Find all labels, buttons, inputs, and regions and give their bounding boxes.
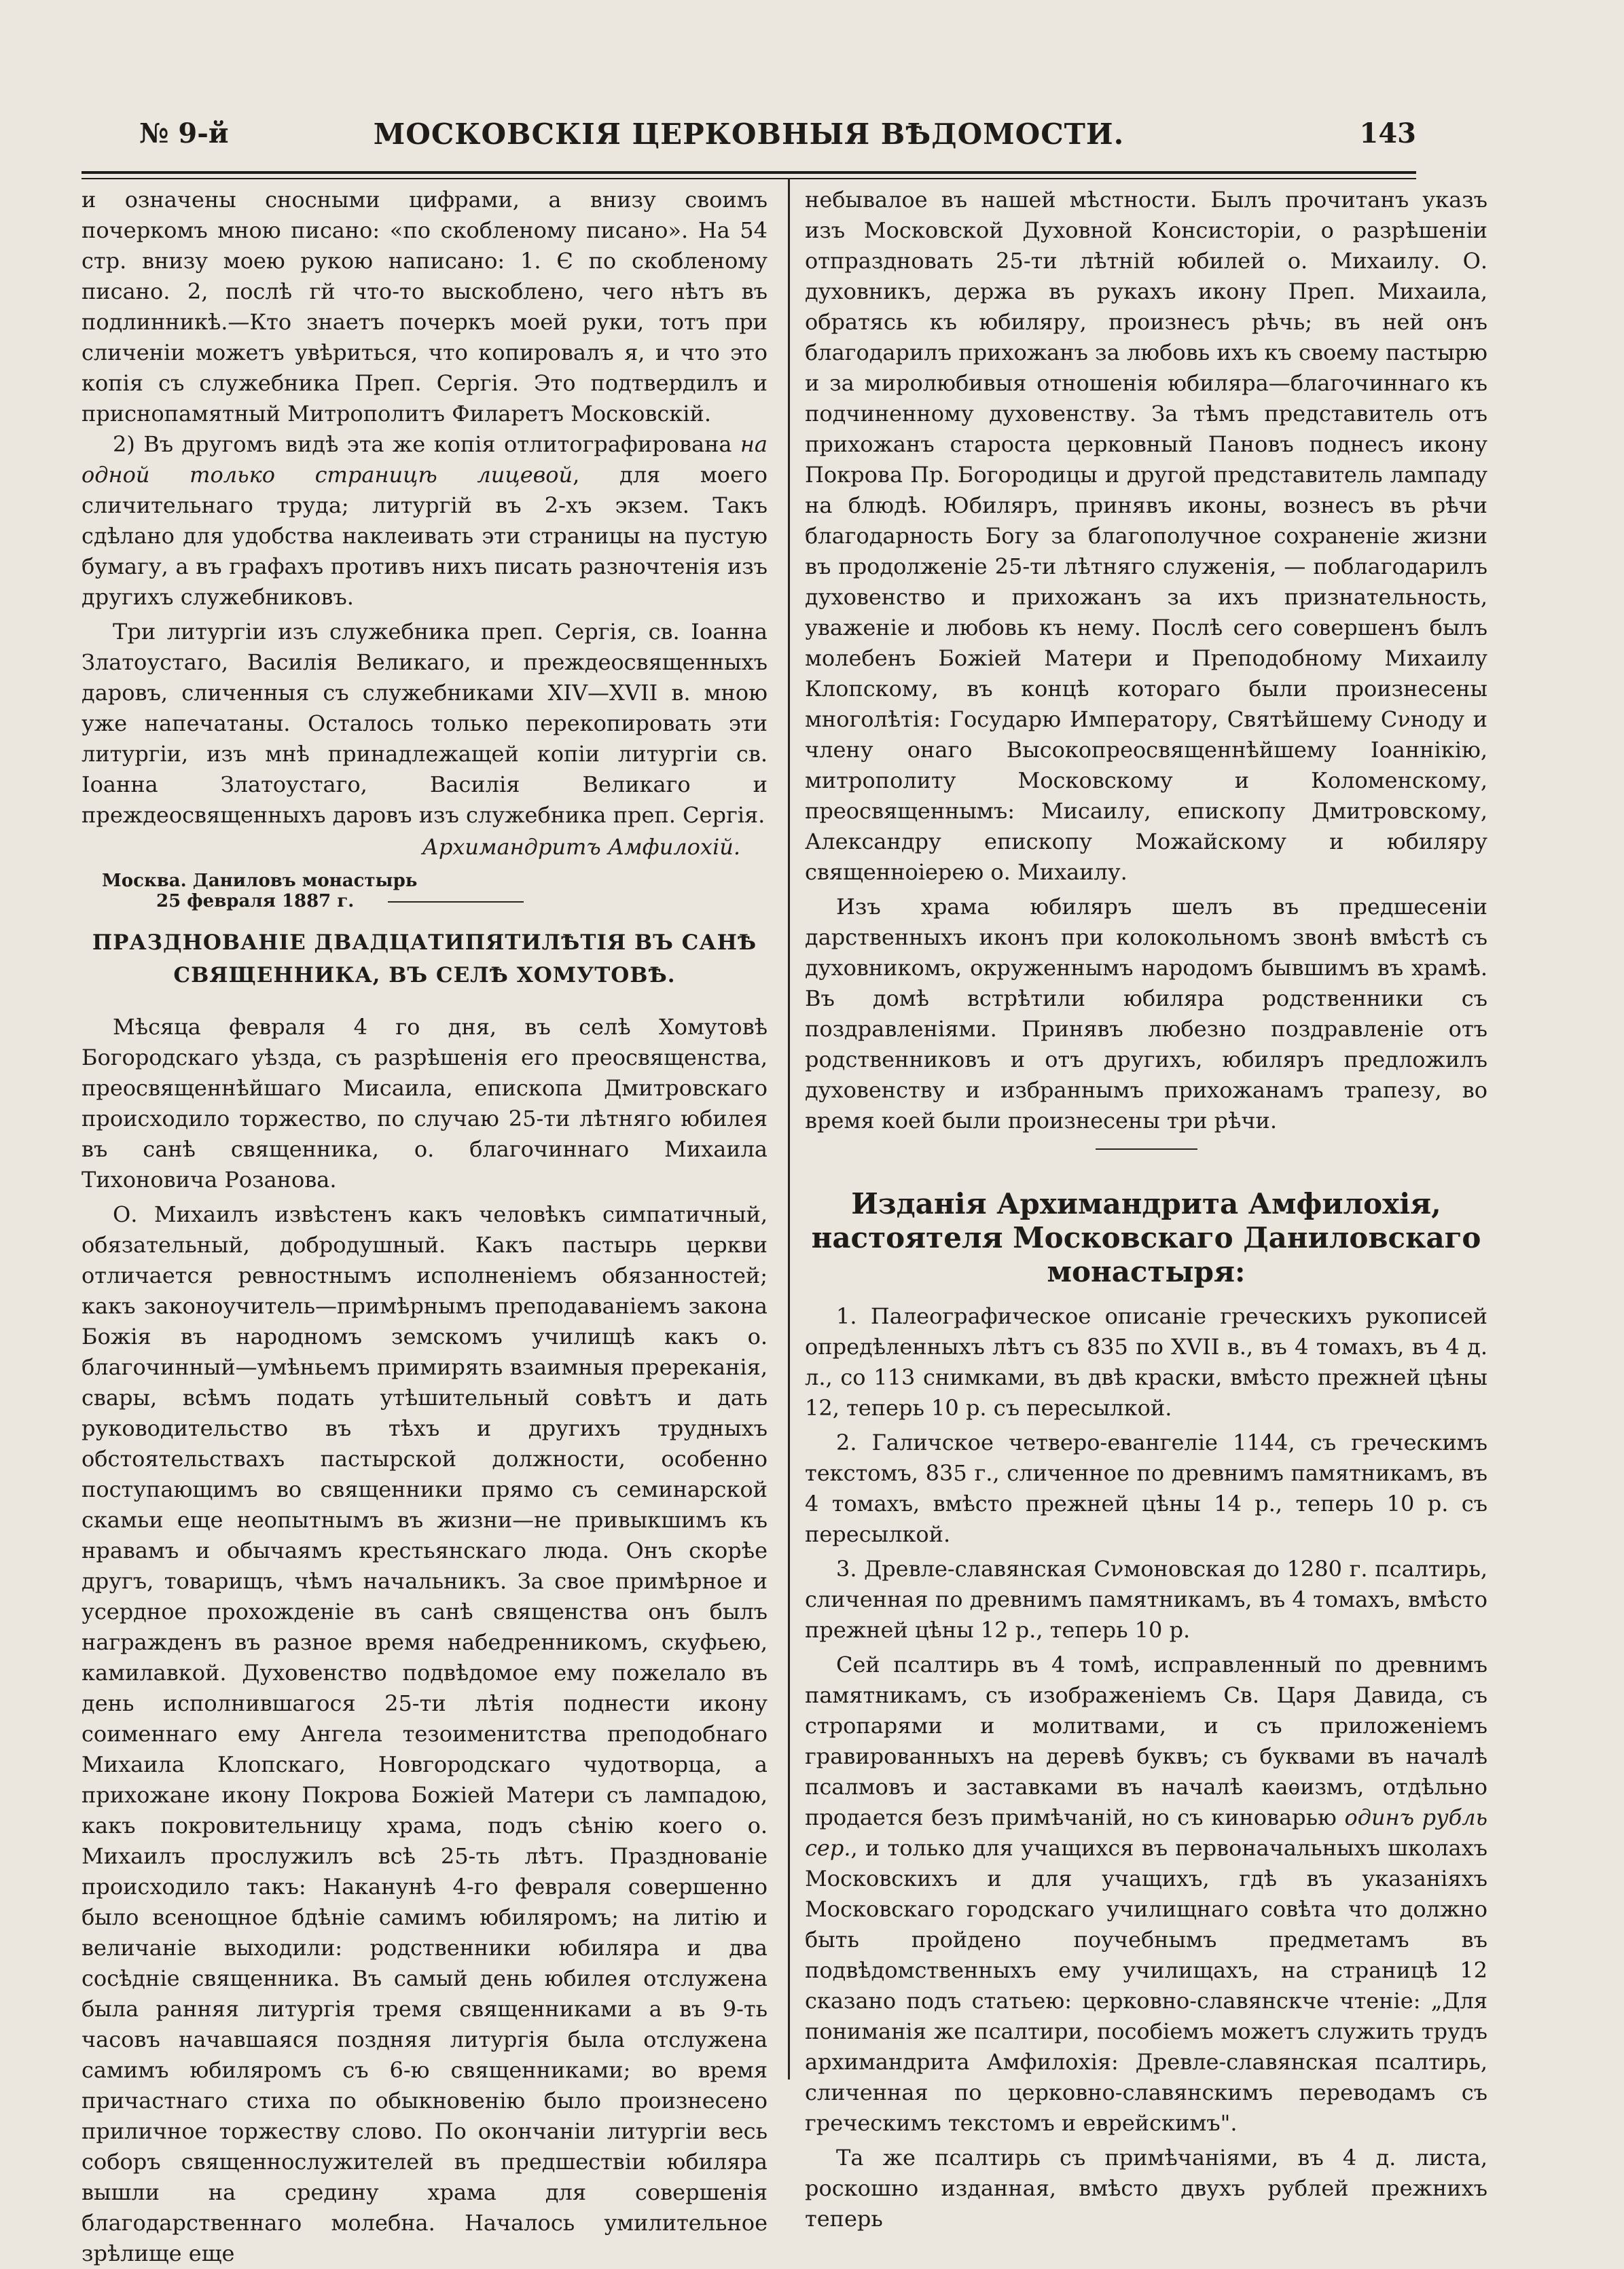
page-header [82, 112, 1416, 160]
dateline-date: 25 февраля 1887 г. [156, 891, 768, 911]
paragraph: Сей псалтирь въ 4 томѣ, исправленный по древнимъ памятникамъ, съ изображеніемъ Св. Царя Давида, съ стропарями и молитвами, и съ приложеніемъ гравированныхъ на деревѣ буквъ; съ буквами въ началѣ псалмовъ и заставками въ началѣ каѳизмъ, отдѣльно продается безъ примѣчаній, но съ киноварью одинъ рубль сер., и только для учащихся въ первоначальныхъ школахъ Московскихъ и для учащихъ, гдѣ въ указаніяхъ Московскаго городскаго училищнаго совѣта что должно быть пройдено поучебнымъ предметамъ въ подвѣдомственныхъ ему училищахъ, на страницѣ 12 сказано подъ статьею: церковно-славянскче чтеніе: „Для пониманія же псалтири, пособіемъ можетъ служить трудъ архимандрита Амфилохія: Древле-славянская псалтирь, сличенная по церковно-славянскимъ переводамъ съ греческимъ текстомъ и еврейскимъ". [805, 1652, 1487, 2136]
dateline-place: Москва. Даниловъ монастырь [102, 871, 418, 891]
paragraph: Мѣсяца февраля 4 го дня, въ селѣ Хомутовѣ Богородскаго уѣзда, съ разрѣшенія его преосвященства, преосвященнѣйшаго Мисаила, епископа Дмитровскаго происходило торжество, по случаю 25-ти лѣтняго юбилея въ санѣ священника, о. благочиннаго Михаила Тихоновича Розанова. [82, 1014, 768, 1193]
advertisement-title: Изданія Архимандрита Амфилохія, настоятеля Московскаго Даниловскаго монастыря: [811, 1187, 1481, 1288]
page-number: 143 [1359, 117, 1416, 149]
left-column [82, 185, 768, 2269]
header-rule [82, 171, 1416, 174]
paragraph: 2) Въ другомъ видѣ эта же копія отлитографирована на одной только страницѣ лицевой, для моего сличительнаго труда; литургій въ 2-хъ экзем. Такъ сдѣлано для удобства наклеивать эти страницы на пустую бумагу, а въ графахъ противъ нихъ писать разночтенія изъ другихъ служебниковъ. [82, 431, 768, 610]
separator-rule [388, 901, 524, 903]
list-item: 2. Галичское четверо-евангеліе 1144, съ греческимъ текстомъ, 835 г., сличенное по древнимъ памятникамъ, въ 4 томахъ, вмѣсто прежней цѣны 14 р., теперь 10 р. съ пересылкой. [805, 1430, 1487, 1547]
issue-number: № 9-й [139, 117, 229, 149]
list-item: 1. Палеографическое описаніе греческихъ рукописей опредѣленныхъ лѣтъ съ 835 по XVII в., въ 4 томахъ, въ 4 д. л., со 113 снимками, въ двѣ краски, вмѣсто прежней цѣны 12, теперь 10 р. съ пересылкой. [805, 1303, 1487, 1421]
paragraph: Изъ храма юбиляръ шелъ въ предшесеніи дарственныхъ иконъ при колокольномъ звонѣ вмѣстѣ съ духовникомъ, окруженнымъ народомъ бывшимъ въ храмѣ. Въ домѣ встрѣтили юбиляра родственники съ поздравленіями. Принявъ любезно поздравленіе отъ родственниковъ и отъ другихъ, юбиляръ предложилъ духовенству и избраннымъ прихожанамъ трапезу, во время коей были произнесены три рѣчи. [805, 894, 1487, 1133]
separator-rule [1096, 1148, 1197, 1150]
author-signature: Архимандритъ Амфилохій. [422, 834, 740, 860]
paragraph: Та же псалтирь съ примѣчаніями, въ 4 д. листа, роскошно изданная, вмѣсто двухъ рублей прежнихъ теперь [805, 2145, 1487, 2232]
paragraph: и означены сносными цифрами, а внизу своимъ почеркомъ мною писано: «по скобленому писано». На 54 стр. внизу моею рукою написано: 1. Є по скобленому писано. 2, послѣ гй что-то выскоблено, чего нѣтъ въ подлинникѣ.—Кто знаетъ почеркъ моей руки, тотъ при сличеніи можетъ увѣриться, что копировалъ я, и что это копія съ служебника Преп. Сергія. Это подтвердилъ и приснопамятный Митрополитъ Филаретъ Московскій. [82, 187, 768, 426]
italic-phrase: одинъ рубль сер. [805, 1804, 1487, 1861]
header-rule-thin [82, 178, 1416, 179]
right-column [805, 185, 1487, 2234]
paragraph: небывалое въ нашей мѣстности. Былъ прочитанъ указъ изъ Московской Духовной Консисторіи, о разрѣшеніи отпраздновать 25-ти лѣтній юбилей о. Михаилу. О. духовникъ, держа въ рукахъ икону Преп. Михаила, обратясь къ юбиляру, произнесъ рѣчь; въ ней онъ благодарилъ прихожанъ за любовь ихъ къ своему пастырю и за миролюбивыя отношенія юбиляра—благочиннаго къ подчиненному духовенству. За тѣмъ представитель отъ прихожанъ староста церковный Пановъ поднесъ икону Покрова Пр. Богородицы и другой представитель лампаду на блюдѣ. Юбиляръ, принявъ иконы, вознесъ въ рѣчи благодарность Богу за благополучное сохраненіе жизни въ продолженіе 25-ти лѣтняго служенія, — поблагодарилъ духовенство и прихожанъ за ихъ признательность, уваженіе и любовь къ нему. Послѣ сего совершенъ былъ молебенъ Божіей Матери и Преподобному Михаилу Клопскому, въ концѣ котораго были произнесены многолѣтія: Государю Императору, Святѣйшему Сνноду и члену онаго Высокопреосвященнѣйшему Іоаннікію, митрополиту Московскому и Коломенскому, преосвященнымъ: Мисаилу, епископу Дмитровскому, Александру епископу Можайскому и юбиляру священноіерею о. Михаилу. [805, 187, 1487, 885]
article-title: ПРАЗДНОВАНІЕ ДВАДЦАТИПЯТИЛѢТІЯ ВЪ САНѢ СВЯЩЕННИКА, ВЪ СЕЛѢ ХОМУТОВѢ. [92, 930, 757, 987]
italic-phrase: на одной только страницѣ лицевой [82, 431, 768, 488]
paragraph: О. Михаилъ извѣстенъ какъ человѣкъ симпатичный, обязательный, добродушный. Какъ пастырь церкви отличается ревностнымъ исполненіемъ обязанностей; какъ законоучитель—примѣрнымъ преподаваніемъ закона Божія въ народномъ земскомъ училищѣ какъ о. благочинный—умѣньемъ примирять взаимныя пререканія, свары, всѣмъ подать утѣшительный совѣтъ и дать руководительство въ тѣхъ и другихъ трудныхъ обстоятельствахъ пастырской должности, особенно поступающимъ во священники прямо съ семинарской скамьи еще неопытнымъ въ жизни—не привыкшимъ къ нравамъ и обычаямъ крестьянскаго люда. Онъ скорѣе другъ, товарищъ, чѣмъ начальникъ. За свое примѣрное и усердное прохожденіе въ санѣ священства онъ былъ награжденъ въ разное время набедренникомъ, скуфьею, камилавкой. Духовенство подвѣдомое ему пожелало въ день исполнившагося 25-ти лѣтія поднести икону соименнаго ему Ангела тезоименитства преподобнаго Михаила Клопскаго, Новгородскаго чудотворца, а прихожане икону Покрова Божіей Матери съ лампадою, какъ покровительницу храма, подъ сѣнію коего о. Михаилъ прослужилъ всѣ 25-ть лѣтъ. Празднованіе происходило такъ: Наканунѣ 4-го февраля совершенно было всенощное бдѣніе самимъ юбиляромъ; на литію и величаніе выходили: родственники юбиляра и два сосѣдніе священника. Въ самый день юбилея отслужена была ранняя литургія тремя священниками а въ 9-ть часовъ начавшаяся поздняя литургія была отслужена самимъ юбиляромъ съ 6-ю священниками; во время причастнаго стиха по обыкновенію было произнесено приличное торжеству слово. По окончаніи литургіи весь соборъ священнослужителей въ предшествіи юбиляра вышли на средину храма для совершенія благодарственнаго молебна. Началось умилительное зрѣлище еще [82, 1201, 768, 2266]
column-divider [788, 178, 790, 2080]
paragraph: Три литургіи изъ служебника преп. Сергія, св. Іоанна Златоустаго, Василія Великаго, и преждеосвященныхъ даровъ, сличенныя съ служебниками XIV—XVII в. мною уже напечатаны. Осталось только перекопировать эти литургіи, изъ мнѣ принадлежащей копіи литургіи св. Іоанна Златоустаго, Василія Великаго и преждеосвященныхъ даровъ изъ служебника преп. Сергія. [82, 619, 768, 828]
list-item: 3. Древле-славянская Сνмоновская до 1280 г. псалтирь, сличенная по древнимъ памятникамъ, въ 4 томахъ, вмѣсто прежней цѣны 12 р., теперь 10 р. [805, 1556, 1487, 1643]
publication-title: МОСКОВСКІЯ ЦЕРКОВНЫЯ ВѢДОМОСТИ. [373, 117, 1125, 151]
